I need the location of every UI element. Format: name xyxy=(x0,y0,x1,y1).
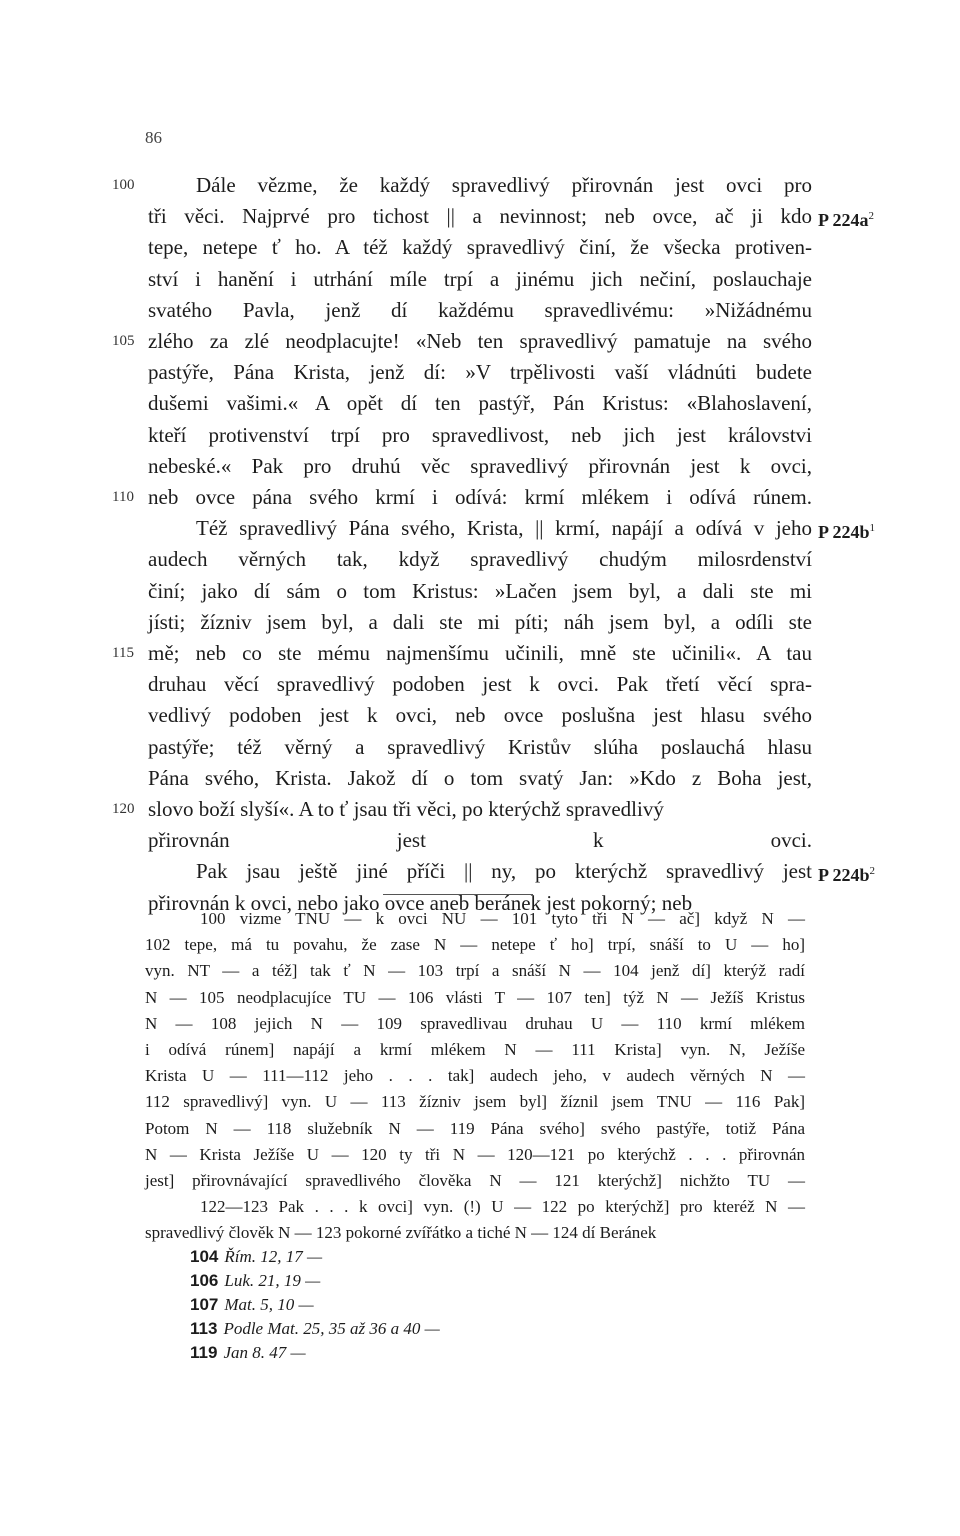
footnote-line: i odívá rúnem] napájí a krmí mlékem N — 111 Krista] vyn. N, Ježíše xyxy=(145,1040,805,1059)
line-number: 115 xyxy=(112,645,134,661)
footnote-line: N — Krista Ježíše U — 120 ty tři N — 120—121 po kterýchž . . . přirovnán xyxy=(145,1145,805,1164)
folio-superscript: 1 xyxy=(869,522,876,534)
text-line: vedlivý podoben jest k ovci, neb ovce poslušna jest hlasu svého xyxy=(148,703,812,727)
source-citation: Jan 8. 47 — xyxy=(223,1343,306,1362)
source-citation: Mat. 5, 10 — xyxy=(224,1295,314,1314)
text-line: Též spravedlivý Pána svého, Krista, || krmí, napájí a odívá v jeho xyxy=(196,516,812,540)
line-number: 105 xyxy=(112,333,135,349)
margin-folio-note xyxy=(818,856,875,891)
source-line xyxy=(190,1317,440,1341)
footnote-line: jest] přirovnávající spravedlivého člověka N — 121 kterýchž] nichžto TU — xyxy=(145,1171,805,1190)
footnote-line: 122—123 Pak . . . k ovci] vyn. (!) U — 122 po kterýchž] pro kteréž N — xyxy=(200,1197,805,1216)
footnote-line: Potom N — 118 služebník N — 119 Pána svého] svého pastýře, totiž Pána xyxy=(145,1119,805,1138)
footnote-line: N — 108 jejich N — 109 spravedlivau druhau U — 110 krmí mlékem xyxy=(145,1014,805,1033)
footnote-line: spravedlivý člověk N — 123 pokorné zvířátko a tiché N — 124 dí Beránek xyxy=(145,1223,657,1242)
footnote-line: vyn. NT — a též] tak ť N — 103 trpí a snáší N — 104 jenž dí] kterýž radí xyxy=(145,961,805,980)
footnote-line: 112 spravedlivý] vyn. U — 113 žízniv jsem byl] žíznil jsem TNU — 116 Pak] xyxy=(145,1092,805,1111)
source-citation: Luk. 21, 19 — xyxy=(224,1271,321,1290)
source-line xyxy=(190,1293,314,1317)
text-line: přirovnán jest k ovci. xyxy=(148,828,812,852)
footnote-separator xyxy=(383,894,533,895)
source-line xyxy=(190,1341,306,1365)
text-line: ství i hanění i utrhání míle trpí a jinému jich nečiní, poslauchaje xyxy=(148,267,812,291)
source-verse-number: 119 xyxy=(190,1343,218,1362)
source-verse-number: 104 xyxy=(190,1247,219,1266)
source-verse-number: 113 xyxy=(190,1319,218,1338)
footnote-line: N — 105 neodplacujíce TU — 106 vlásti T — 107 ten] týž N — Ježíš Kristus xyxy=(145,988,805,1007)
text-line: druhau věcí spravedlivý podoben jest k ovci. Pak třetí věcí spra- xyxy=(148,672,812,696)
folio-label: P 224a xyxy=(818,210,869,230)
text-line: mě; neb co ste mému najmenšímu učinili, mně ste učinili«. A tau xyxy=(148,641,812,665)
text-line: Pána svého, Krista. Jakož dí o tom svatý Jan: »Kdo z Boha jest, xyxy=(148,766,812,790)
text-line: jísti; žízniv jsem byl, a dali ste mi píti; náh jsem byl, a odíli ste xyxy=(148,610,812,634)
text-line: svatého Pavla, jenž dí každému spravedlivému: »Nižádnému xyxy=(148,298,812,322)
folio-label: P 224b xyxy=(818,522,870,542)
text-line: pastýře, Pána Krista, jenž dí: »V trpělivosti vaší vládnúti budete xyxy=(148,360,812,384)
page-number: 86 xyxy=(145,128,162,147)
folio-label: P 224b xyxy=(818,865,870,885)
text-line: slovo boží slyší«. A to ť jsau tři věci, po kterýchž spravedlivý xyxy=(148,797,664,821)
footnote-line: Krista U — 111—112 jeho . . . tak] audech jeho, v audech věrných N — xyxy=(145,1066,805,1085)
line-number: 120 xyxy=(112,801,135,817)
text-line: nebeské.« Pak pro druhú věc spravedlivý přirovnán jest k ovci, xyxy=(148,454,812,478)
text-line: tepe, netepe ť ho. A též každý spravedlivý činí, že všecka protiven- xyxy=(148,235,812,259)
text-line: činí; jako dí sám o tom Kristus: »Lačen jsem byl, a dali ste mi xyxy=(148,579,812,603)
text-line: neb ovce pána svého krmí i odívá: krmí mlékem i odívá rúnem. xyxy=(148,485,812,509)
source-citation: Řím. 12, 17 — xyxy=(224,1247,323,1266)
source-line xyxy=(190,1245,322,1269)
text-line: zlého za zlé neodplacujte! «Neb ten spravedlivý pamatuje na svého xyxy=(148,329,812,353)
folio-superscript: 2 xyxy=(868,210,875,222)
line-number: 100 xyxy=(112,177,135,193)
text-line: pastýře; též věrný a spravedlivý Kristův slúha poslauchá hlasu xyxy=(148,735,812,759)
text-line: přirovnán k ovci, nebo jako ovce aneb beránek jest pokorný; neb xyxy=(148,891,693,915)
text-line: Dále vězme, že každý spravedlivý přirovnán jest ovci pro xyxy=(196,173,812,197)
source-line xyxy=(190,1269,320,1293)
footnote-line: 100 vizme TNU — k ovci NU — 101 tyto tři N — ač] když N — xyxy=(200,909,805,928)
text-line: dušemi vašimi.« A opět dí ten pastýř, Pán Kristus: «Blahoslavení, xyxy=(148,391,812,415)
text-line: kteří protivenství trpí pro spravedlivost, neb jich jest královstvi xyxy=(148,423,812,447)
margin-folio-note xyxy=(818,201,874,236)
source-verse-number: 106 xyxy=(190,1271,219,1290)
source-citation: Podle Mat. 25, 35 až 36 a 40 — xyxy=(223,1319,440,1338)
margin-folio-note xyxy=(818,513,875,548)
text-line: audech věrných tak, když spravedlivý chudým milosrdenství xyxy=(148,547,812,571)
folio-superscript: 2 xyxy=(869,865,876,877)
line-number: 110 xyxy=(112,489,134,505)
footnote-line: 102 tepe, má tu povahu, že zase N — netepe ť ho] trpí, snáší to U — ho] xyxy=(145,935,805,954)
source-verse-number: 107 xyxy=(190,1295,219,1314)
text-line: Pak jsau ještě jiné příči || ny, po kterýchž spravedlivý jest xyxy=(196,859,812,883)
text-line: tři věci. Najprvé pro tichost || a nevinnost; neb ovce, ač ji kdo xyxy=(148,204,812,228)
